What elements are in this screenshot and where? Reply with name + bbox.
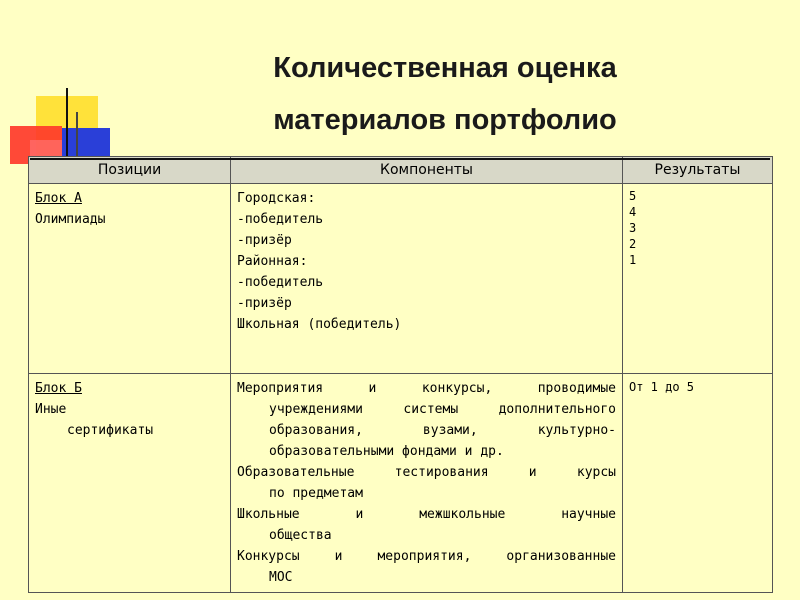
result-value: 5	[629, 189, 637, 203]
component-line: -призёр	[237, 296, 292, 311]
component-line: -победитель	[237, 275, 324, 290]
component-line: Образовательные тестирования и курсы	[237, 465, 616, 480]
table-row	[29, 184, 773, 374]
block-label: Блок А	[35, 191, 82, 206]
header-components: Компоненты	[231, 157, 623, 184]
component-line: Школьная (победитель)	[237, 317, 402, 332]
component-line: Мероприятия и конкурсы, проводимые	[237, 381, 616, 396]
position-cell	[29, 374, 231, 593]
component-line-cont: МОС	[269, 570, 293, 585]
block-name: Иные	[35, 402, 67, 417]
result-value: 3	[629, 221, 637, 235]
block-name: Олимпиады	[35, 212, 106, 227]
block-name-cont: сертификаты	[67, 423, 154, 438]
components-cell	[231, 374, 623, 593]
component-line-cont: учреждениями системы дополнительного образования, вузами, культурно-образовательными фондами и др.	[269, 402, 616, 459]
component-line-cont: по предметам	[269, 486, 363, 501]
header-results: Результаты	[623, 157, 773, 184]
results-cell: От 1 до 5	[623, 374, 773, 593]
table-header-row	[29, 157, 773, 184]
result-value: 4	[629, 205, 637, 219]
decor-horizontal-line	[30, 158, 770, 160]
block-label: Блок Б	[35, 381, 82, 396]
component-line: Районная:	[237, 254, 308, 269]
component-line-cont: общества	[269, 528, 332, 543]
page-title-line1: Количественная оценка	[273, 52, 617, 84]
component-line: -призёр	[237, 233, 292, 248]
portfolio-table	[28, 156, 773, 593]
table-row	[29, 374, 773, 593]
header-positions: Позиции	[29, 157, 231, 184]
component-line: Школьные и межшкольные научные	[237, 507, 616, 522]
result-value: 2	[629, 237, 637, 251]
result-value: 1	[629, 253, 637, 267]
component-line: -победитель	[237, 212, 324, 227]
component-line: Городская:	[237, 191, 316, 206]
results-cell	[623, 184, 773, 374]
component-line: Конкурсы и мероприятия, организованные	[237, 549, 616, 564]
page-title-line2: материалов портфолио	[273, 104, 617, 136]
components-cell	[231, 184, 623, 374]
position-cell	[29, 184, 231, 374]
